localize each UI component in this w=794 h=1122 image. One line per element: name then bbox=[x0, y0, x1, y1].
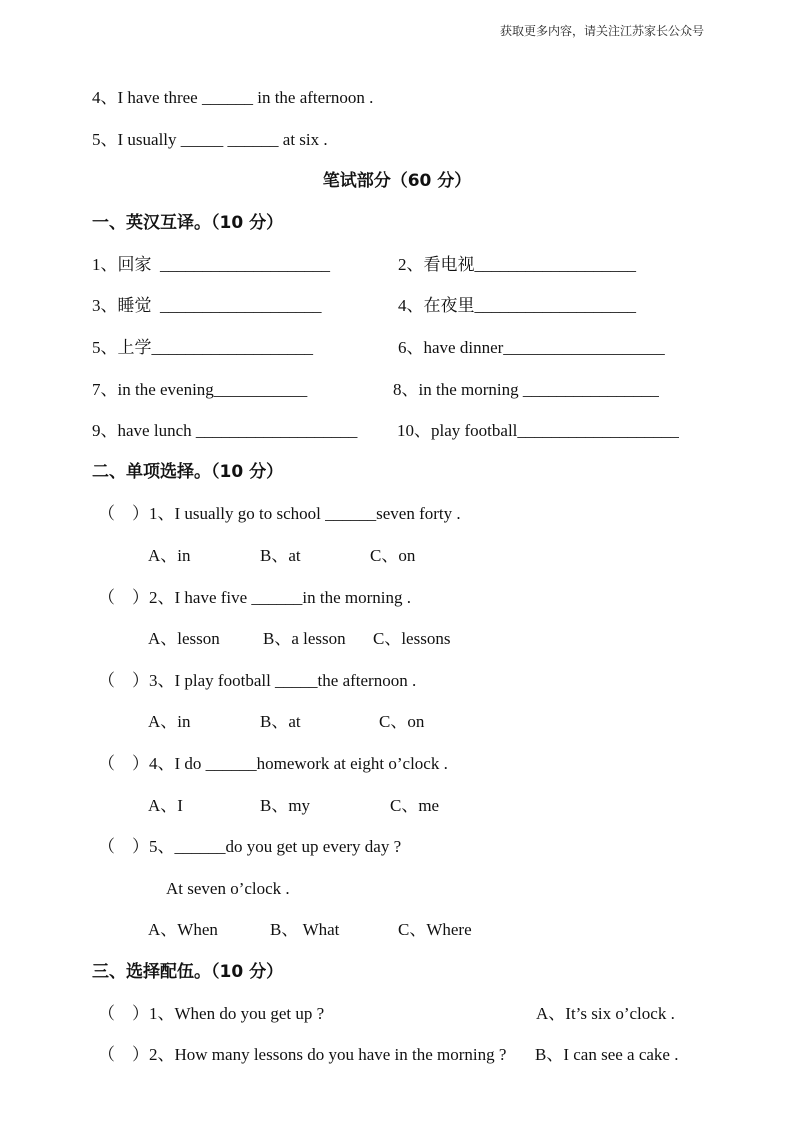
mc-option: B、my bbox=[260, 796, 311, 815]
mc-option: A、in bbox=[148, 712, 191, 731]
translate-item: 4、在夜里___________________ bbox=[398, 296, 636, 315]
match-answer: A、It’s six o’clock . bbox=[536, 1004, 675, 1023]
match-answer: B、I can see a cake . bbox=[535, 1045, 679, 1064]
translate-item: 2、看电视___________________ bbox=[398, 255, 636, 274]
mc-option: C、me bbox=[390, 796, 440, 815]
translate-item: 1、回家 ____________________ bbox=[92, 255, 330, 274]
mc-option: B、 What bbox=[270, 920, 340, 939]
mc-option: A、lesson bbox=[148, 629, 220, 648]
mc-answer-line: At seven o’clock . bbox=[166, 879, 290, 898]
mc-option: A、When bbox=[148, 920, 218, 939]
part3-heading: 三、选择配伍。（10 分） bbox=[92, 962, 284, 982]
mc-option: B、at bbox=[260, 546, 301, 565]
match-question: （ ）1、When do you get up ? bbox=[98, 1004, 325, 1023]
mc-option: C、Where bbox=[398, 920, 472, 939]
mc-question: （ ）3、I play football _____the afternoon . bbox=[98, 671, 417, 690]
mc-option: A、in bbox=[148, 546, 191, 565]
mc-question: （ ）2、I have five ______in the morning . bbox=[98, 588, 412, 607]
translate-item: 6、have dinner___________________ bbox=[398, 338, 665, 357]
question-line: 4、I have three ______ in the afternoon . bbox=[92, 88, 374, 107]
mc-option: A、I bbox=[148, 796, 183, 815]
mc-option: B、a lesson bbox=[263, 629, 346, 648]
mc-option: C、on bbox=[370, 546, 416, 565]
translate-item: 7、in the evening___________ bbox=[92, 380, 308, 399]
section-title: 笔试部分（60 分） bbox=[322, 171, 472, 191]
translate-item: 8、in the morning ________________ bbox=[393, 380, 659, 399]
translate-item: 3、睡觉 ___________________ bbox=[92, 296, 322, 315]
mc-question: （ ）1、I usually go to school ______seven forty . bbox=[98, 504, 461, 523]
watermark: 获取更多内容，请关注江苏家长公众号 bbox=[500, 24, 705, 38]
mc-option: B、at bbox=[260, 712, 301, 731]
translate-item: 10、play football___________________ bbox=[397, 421, 679, 440]
translate-item: 5、上学___________________ bbox=[92, 338, 313, 357]
part2-heading: 二、单项选择。（10 分） bbox=[92, 462, 284, 482]
mc-option: C、on bbox=[379, 712, 425, 731]
mc-option: C、lessons bbox=[373, 629, 451, 648]
mc-question: （ ）4、I do ______homework at eight o’clock . bbox=[98, 754, 448, 773]
question-line: 5、I usually _____ ______ at six . bbox=[92, 130, 328, 149]
translate-item: 9、have lunch ___________________ bbox=[92, 421, 358, 440]
match-question: （ ）2、How many lessons do you have in the morning ? bbox=[98, 1045, 507, 1064]
part1-heading: 一、英汉互译。（10 分） bbox=[92, 213, 284, 233]
mc-question: （ ）5、______do you get up every day ? bbox=[98, 837, 402, 856]
